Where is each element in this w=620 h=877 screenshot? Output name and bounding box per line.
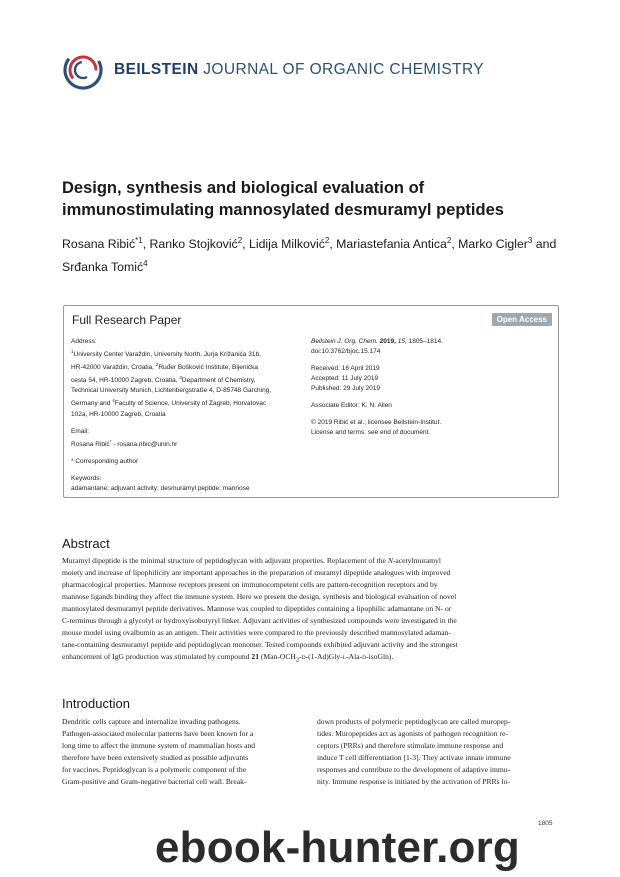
introduction-line: ceptors (PRRs) and therefore stimulate immune response and <box>317 741 504 751</box>
article-info-box <box>63 305 559 498</box>
email-label: Email: <box>71 427 90 435</box>
introduction-right-column <box>317 716 558 788</box>
citation-line: Beilstein J. Org. Chem. 2019, 15, 1805–1814. <box>311 338 443 345</box>
corresponding-note <box>71 457 301 467</box>
introduction-left-column <box>62 716 303 788</box>
author-list: Rosana Ribić$^{*1}$, Ranko Stojković$^2$, Lidija Milković$^2$, Mariastefania Antica$^2$, Marko Cigler$^3$ and Srđanka Tomić$^4$ <box>62 236 557 275</box>
info-left-column <box>71 337 301 501</box>
address-line: 102a, HR-10000 Zagreb, Croatia <box>71 410 166 418</box>
journal-header <box>62 48 484 92</box>
accepted-date: Accepted: 11 July 2019 <box>311 375 379 382</box>
address-label: Address: <box>71 338 97 345</box>
dates-block <box>311 364 551 394</box>
introduction-line: responses and contribute to the development of adaptive immu- <box>317 765 511 775</box>
abstract-line: pharmacological properties. Mannose receptors present on immunocompetent cells are pattern-recognition receptors and by <box>62 580 438 590</box>
address-line: HR-42000 Varaždin, Croatia, $^2$Ruđer Bošković Institute, Bijenička <box>71 362 259 372</box>
journal-name-rest: JOURNAL OF ORGANIC CHEMISTRY <box>203 61 485 78</box>
abstract-line: mannose ligands binding they affect the immune system. Here we present the design, synthesis and biological evaluation of novel <box>62 592 457 602</box>
keywords-text: adamantane; adjuvant activity; desmuramyl peptide; mannose <box>71 484 250 492</box>
open-access-badge: Open Access <box>492 313 552 326</box>
copyright-line: © 2019 Ribić et al.; licensee Beilstein-Institut. <box>311 419 442 426</box>
address-line: cesta 54, HR-10000 Zagreb, Croatia, $^3$Department of Chemistry, <box>71 375 256 385</box>
license-link[interactable]: License and terms: see end of document. <box>311 429 431 436</box>
abstract-line: tane-containing desmuramyl peptide and peptidoglycan monomer. Tested compounds exhibited adjuvant activity and the strongest <box>62 640 458 650</box>
abstract-line: Muramyl dipeptide is the minimal structure of peptidoglycan with adjuvant properties. Replacement of the N-acetylmuramyl <box>62 556 441 565</box>
introduction-line: tides. Muropeptides act as agonists of pathogen recognition re- <box>317 729 508 739</box>
email-line[interactable]: Rosana Ribić* - rosana.ribic@unin.hr <box>71 438 178 448</box>
title-line: immunostimulating mannosylated desmuramyl peptides <box>62 201 504 219</box>
journal-name <box>114 61 484 79</box>
published-date: Published: 29 July 2019 <box>311 385 381 392</box>
introduction-line: down products of polymeric peptidoglycan are called muropep- <box>317 717 511 726</box>
email-block <box>71 427 301 450</box>
watermark-text: ebook-hunter.org <box>155 823 520 872</box>
keywords-label: Keywords: <box>71 474 102 482</box>
abstract-body <box>62 555 558 667</box>
beilstein-logo-icon <box>62 49 104 91</box>
address-line: $^1$University Center Varaždin, University North, Jurja Križanića 31b, <box>71 349 261 359</box>
introduction-line: Gram-positive and Gram-negative bacterial cell wall. Break- <box>62 777 247 787</box>
journal-name-bold: BEILSTEIN <box>114 61 199 78</box>
address-lines <box>71 347 301 420</box>
citation-block <box>311 337 551 357</box>
title-line: Design, synthesis and biological evaluation of <box>62 179 425 197</box>
abstract-line: enhancement of IgG production was stimulated by compound 21 $(Man-OCH_2-D-(1-Ad)Gly-L-Ala-D-isoGln)$. <box>62 652 394 664</box>
introduction-line: induce T cell differentiation [1-3]. They activate innate immune <box>317 753 511 763</box>
abstract-line: mouse model using ovalbumin as an antigen. Their activities were compared to the previously described mannosylated adaman- <box>62 628 451 638</box>
abstract-line: C-terminus through a glycolyl or hydroxyisobutyryl linker. Adjuvant activities of synthesized compounds were investigated in the <box>62 616 457 626</box>
introduction-line: long time to affect the immune system of mammalian hosts and <box>62 741 256 751</box>
address-line: Germany and $^4$Faculty of Science, University of Zagreb, Horvatovac <box>71 398 267 408</box>
introduction-heading: Introduction <box>62 696 130 711</box>
info-right-column <box>311 337 551 445</box>
associate-editor: Associate Editor: K. N. Allen <box>311 402 392 409</box>
introduction-line: nity. Immune response is initiated by the activation of PRRs lo- <box>317 777 510 787</box>
article-type: Full Research Paper <box>72 313 182 327</box>
introduction-line: Dendritic cells capture and internalize invading pathogens. <box>62 717 241 726</box>
license-block <box>311 418 551 438</box>
corresponding-text: * Corresponding author <box>71 457 139 465</box>
received-date: Received: 16 April 2019 <box>311 365 380 372</box>
abstract-heading: Abstract <box>62 536 110 551</box>
page-number: 1805 <box>538 820 553 827</box>
address-block <box>71 337 301 420</box>
introduction-line: Pathogen-associated molecular patterns have been known for a <box>62 729 254 739</box>
abstract-line: mannosylated desmuramyl peptide derivatives. Mannose was coupled to dipeptides containing a lipophilic adamantane on N- or <box>62 604 452 614</box>
abstract-line: moiety and increase of lipophilicity are important approaches in the preparation of muramyl dipeptide analogues with improved <box>62 568 451 578</box>
introduction-line: therefore have been extensively studied as possible adjuvants <box>62 753 249 763</box>
address-line: Technical University Munich, Lichtenbergstraße 4, D-85748 Garching, <box>71 387 272 395</box>
article-title <box>62 177 582 221</box>
doi-link[interactable]: doi:10.3762/bjoc.15.174 <box>311 348 381 355</box>
introduction-line: for vaccines. Peptidoglycan is a polymeric component of the <box>62 765 247 775</box>
keywords-block <box>71 474 301 494</box>
editor-block <box>311 401 551 411</box>
